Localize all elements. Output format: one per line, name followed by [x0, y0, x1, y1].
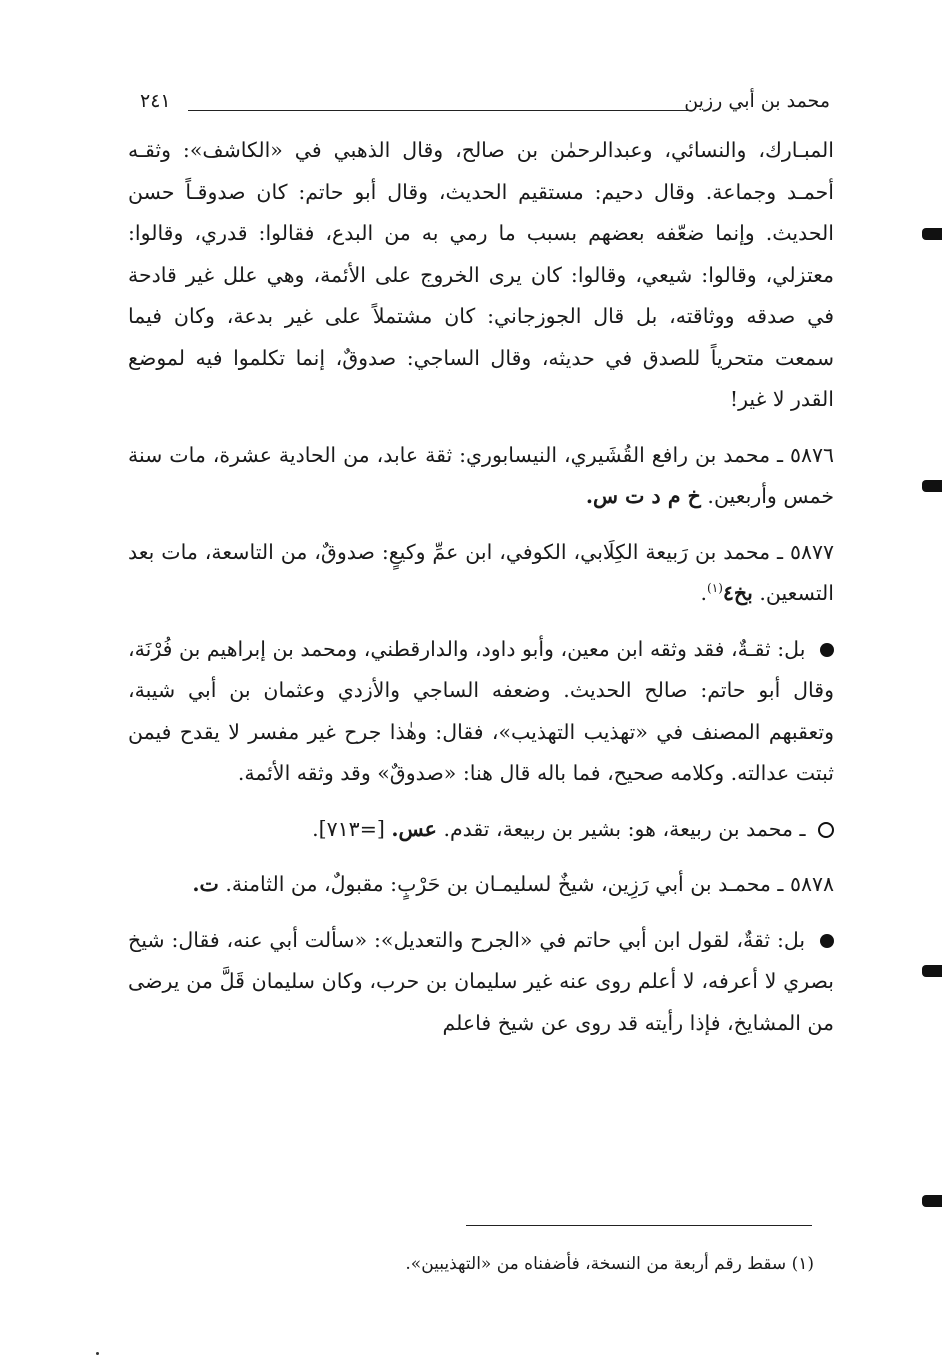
- footnote-text: (١) سقط رقم أربعة من النسخة، فأضفناه من «التهذيبين».: [405, 1254, 814, 1274]
- entry-text: ٥٨٧٨ ـ محمـد بن أبي رَزِين، شيخٌ لسليمـان بن حَرْبٍ: مقبولٌ، من الثامنة.: [225, 872, 834, 896]
- scan-edge-mark: [922, 965, 942, 977]
- entry-5876: [128, 435, 834, 518]
- entry-cross-reference: [128, 809, 834, 851]
- page-header: [140, 86, 830, 120]
- comment-5877: [128, 629, 834, 795]
- bullet-icon: [820, 643, 834, 657]
- paragraph-text: المبـارك، والنسائي، وعبدالرحمٰن بن صالح، وقال الذهبي في «الكاشف»: وثقـه أحمـد وجماعة. وقال دحيم: مستقيم الحديث، وقال أبو حاتم: كان صدوقـاً حسن الحديث. وإنما ضعّفه بعضهم بسبب ما رمي به من البدع، فقالوا: قدري، وقالوا: معتزلي، وقالوا: شيعي، وقالوا: كان يرى الخروج على الأئمة، وهي علل غير قادحة في صدقه ووثاقته، بل قال الجوزجاني: كان مشتملاً على غير بدعة، وكان فيما سمعت متحرياً للصدق في حديثه، وقال الساجي: صدوقٌ، إنما تكلموا فيه لموضع القدر لا غير!: [128, 138, 834, 411]
- entry-symbols: ت.: [192, 872, 219, 896]
- entry-symbols: خ م د ت س.: [585, 484, 701, 508]
- comment-5878: [128, 920, 834, 1045]
- footnote-separator: [466, 1225, 812, 1226]
- running-title: محمد بن أبي رزين: [684, 90, 830, 112]
- entry-end: [=٧١٣].: [312, 816, 385, 841]
- entry-5878: [128, 864, 834, 906]
- scan-edge-mark: [922, 480, 942, 492]
- page-number: ٢٤١: [140, 90, 171, 112]
- scan-speck: [96, 1352, 99, 1355]
- entry-symbols: عس.: [391, 816, 437, 841]
- footnote: [300, 1250, 814, 1278]
- entry-5877: [128, 532, 834, 615]
- entry-symbols: بخ٤: [722, 581, 753, 605]
- paragraph-continued: [128, 130, 834, 421]
- body-text: [128, 130, 834, 1058]
- bullet-icon: [820, 934, 834, 948]
- scan-edge-mark: [922, 228, 942, 240]
- header-rule: [188, 110, 690, 111]
- comment-text: بل: ثقـةٌ، فقد وثقه ابن معين، وأبو داود، والدارقطني، ومحمد بن إبراهيم بن فُرْنَة، وقال أبو حاتم: صالح الحديث. وضعفه الساجي والأزدي وعثمان بن أبي شيبة، وتعقبهم المصنف في «تهذيب التهذيب»، فقال: وهٰذا جرح غير مفسر لا يقدح فيمن ثبتت عدالته. وكلامه صحيح، فما باله قال هنا: «صدوقٌ» وقد وثقه الأئمة.: [128, 636, 834, 785]
- entry-text: ـ محمد بن ربيعة، هو: بشير بن ربيعة، تقدم.: [443, 816, 806, 841]
- entry-text: ٥٨٧٧ ـ محمد بن رَبيعة الكِلَابي، الكوفي، ابن عمِّ وكيعٍ: صدوقٌ، من التاسعة، مات بعد التسعين.: [128, 539, 834, 605]
- entry-text: ٥٨٧٦ ـ محمد بن رافع القُشَيري، النيسابوري: ثقة عابد، من الحادية عشرة، مات سنة خمس وأربعين.: [128, 442, 834, 508]
- circle-icon: [818, 822, 834, 838]
- entry-end: .: [700, 581, 708, 605]
- comment-text: بل: ثقةٌ، لقول ابن أبي حاتم في «الجرح والتعديل»: «سألت أبي عنه، فقال: شيخ بصري لا أعرفه، لا أعلم روى عنه غير سليمان بن حرب، وكان سليمان قَلَّ من يرضى من المشايخ، فإذا رأيته قد روى عن شيخ فاعلم: [128, 927, 834, 1035]
- scan-edge-mark: [922, 1195, 942, 1207]
- footnote-ref: (١): [707, 581, 723, 596]
